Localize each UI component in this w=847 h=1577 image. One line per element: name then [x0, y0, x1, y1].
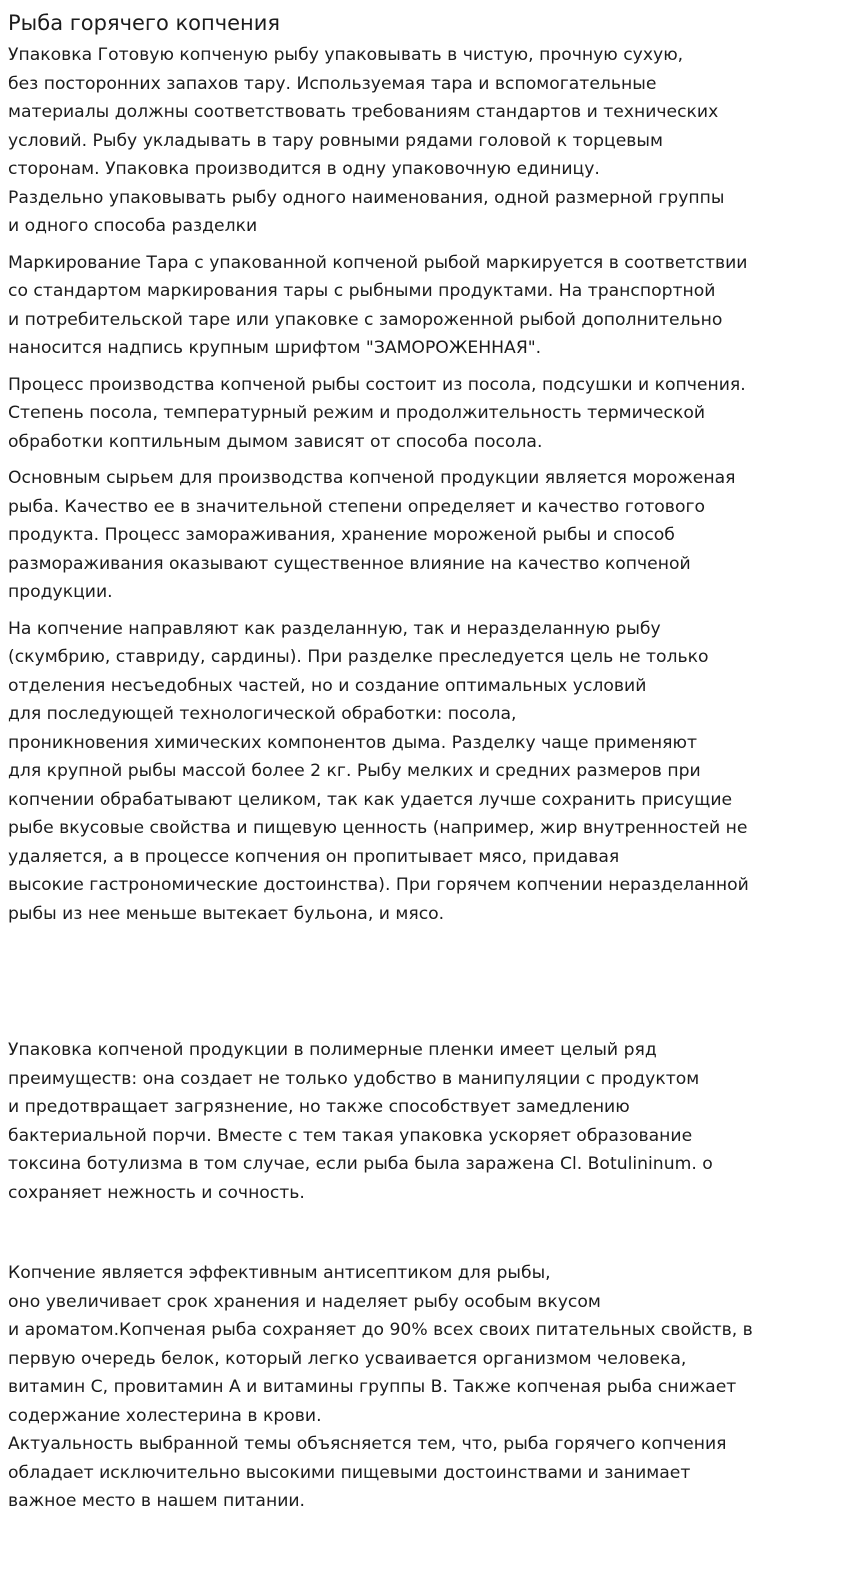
text-line: обладает исключительно высокими пищевыми достоинствами и занимает [8, 1462, 691, 1483]
paragraph-polymer-packaging [8, 1036, 843, 1207]
paragraph-marking [8, 249, 843, 363]
text-line: сохраняет нежность и сочность. [8, 1182, 305, 1203]
text-line: и ароматом.Копченая рыба сохраняет до 90% всех своих питательных свойств, в [8, 1320, 753, 1340]
text-line: удаляется, а в процессе копчения он пропитывает мясо, придавая [8, 846, 620, 867]
text-line: Копчение является эффективным антисептиком для рыбы, [8, 1263, 551, 1283]
text-line: обработки коптильным дымом зависят от способа посола. [8, 431, 543, 452]
text-line: для крупной рыбы массой более 2 кг. Рыбу мелких и средних размеров при [8, 761, 701, 781]
text-line: первую очередь белок, который легко усваивается организмом человека, [8, 1348, 687, 1369]
text-line: оно увеличивает срок хранения и наделяет рыбу особым вкусом [8, 1291, 601, 1312]
text-line: размораживания оказывают существенное влияние на качество копченой [8, 553, 691, 574]
text-line: Степень посола, температурный режим и продолжительность термической [8, 403, 706, 423]
text-line: преимуществ: она создает не только удобство в манипуляции с продуктом [8, 1068, 700, 1089]
text-line: со стандартом маркирования тары с рыбными продуктами. На транспортной [8, 281, 716, 301]
text-line: и потребительской таре или упаковке с замороженной рыбой дополнительно [8, 309, 723, 330]
text-line: продукции. [8, 582, 113, 602]
text-line: Процесс производства копченой рыбы состоит из посола, подсушки и копчения. [8, 374, 746, 395]
text-line: бактериальной порчи. Вместе с тем такая упаковка ускоряет образование [8, 1125, 693, 1146]
text-line: копчении обрабатывают целиком, так как удается лучше сохранить присущие [8, 789, 733, 810]
text-line: Упаковка копченой продукции в полимерные пленки имеет целый ряд [8, 1040, 657, 1060]
text-line: Маркирование Тара с упакованной копченой рыбой маркируется в соответствии [8, 252, 748, 273]
text-line: материалы должны соответствовать требованиям стандартов и технических [8, 102, 719, 122]
text-line: рыбе вкусовые свойства и пищевую ценность (например, жир внутренностей не [8, 818, 748, 838]
document-title: Рыба горячего копчения [8, 11, 281, 35]
text-line: Основным сырьем для производства копченой продукции является мороженая [8, 468, 736, 488]
text-line: рыбы из нее меньше вытекает бульона, и мясо. [8, 903, 445, 924]
text-line: проникновения химических компонентов дыма. Разделку чаще применяют [8, 732, 697, 753]
text-line: важное место в нашем питании. [8, 1491, 306, 1511]
paragraph-packaging [8, 41, 843, 241]
text-line: и одного способа разделки [8, 216, 258, 236]
text-line: Раздельно упаковывать рыбу одного наименования, одной размерной группы [8, 187, 725, 208]
paragraph-raw-material [8, 464, 843, 607]
paragraph-cutting [8, 615, 843, 929]
text-line: условий. Рыбу укладывать в тару ровными рядами головой к торцевым [8, 130, 663, 151]
text-line: содержание холестерина в крови. [8, 1405, 322, 1426]
text-line: высокие гастрономические достоинства). При горячем копчении неразделанной [8, 875, 749, 895]
text-line: сторонам. Упаковка производится в одну упаковочную единицу. [8, 159, 600, 179]
text-line: токсина ботулизма в том случае, если рыба была заражена Cl. Botulininum. о [8, 1154, 713, 1174]
paragraph-process [8, 371, 843, 457]
text-line: витамин С, провитамин А и витамины группы В. Также копченая рыба снижает [8, 1377, 737, 1397]
text-line: (скумбрию, ставриду, сардины). При разделке преследуется цель не только [8, 647, 709, 667]
text-line: для последующей технологической обработки: посола, [8, 704, 517, 724]
text-line: Упаковка Готовую копченую рыбу упаковывать в чистую, прочную сухую, [8, 45, 684, 65]
document [8, 0, 843, 1516]
text-line: наносится надпись крупным шрифтом "ЗАМОРОЖЕННАЯ". [8, 338, 542, 358]
text-line: рыба. Качество ее в значительной степени определяет и качество готового [8, 496, 706, 517]
paragraph-smoking-benefits [8, 1259, 843, 1516]
text-line: Актуальность выбранной темы объясняется тем, что, рыба горячего копчения [8, 1434, 727, 1454]
text-line: и предотвращает загрязнение, но также способствует замедлению [8, 1097, 630, 1117]
text-line: продукта. Процесс замораживания, хранение мороженой рыбы и способ [8, 525, 675, 545]
text-line: На копчение направляют как разделанную, так и неразделанную рыбу [8, 618, 661, 639]
text-line: отделения несъедобных частей, но и создание оптимальных условий [8, 675, 647, 696]
text-line: без посторонних запахов тару. Используемая тара и вспомогательные [8, 73, 657, 94]
